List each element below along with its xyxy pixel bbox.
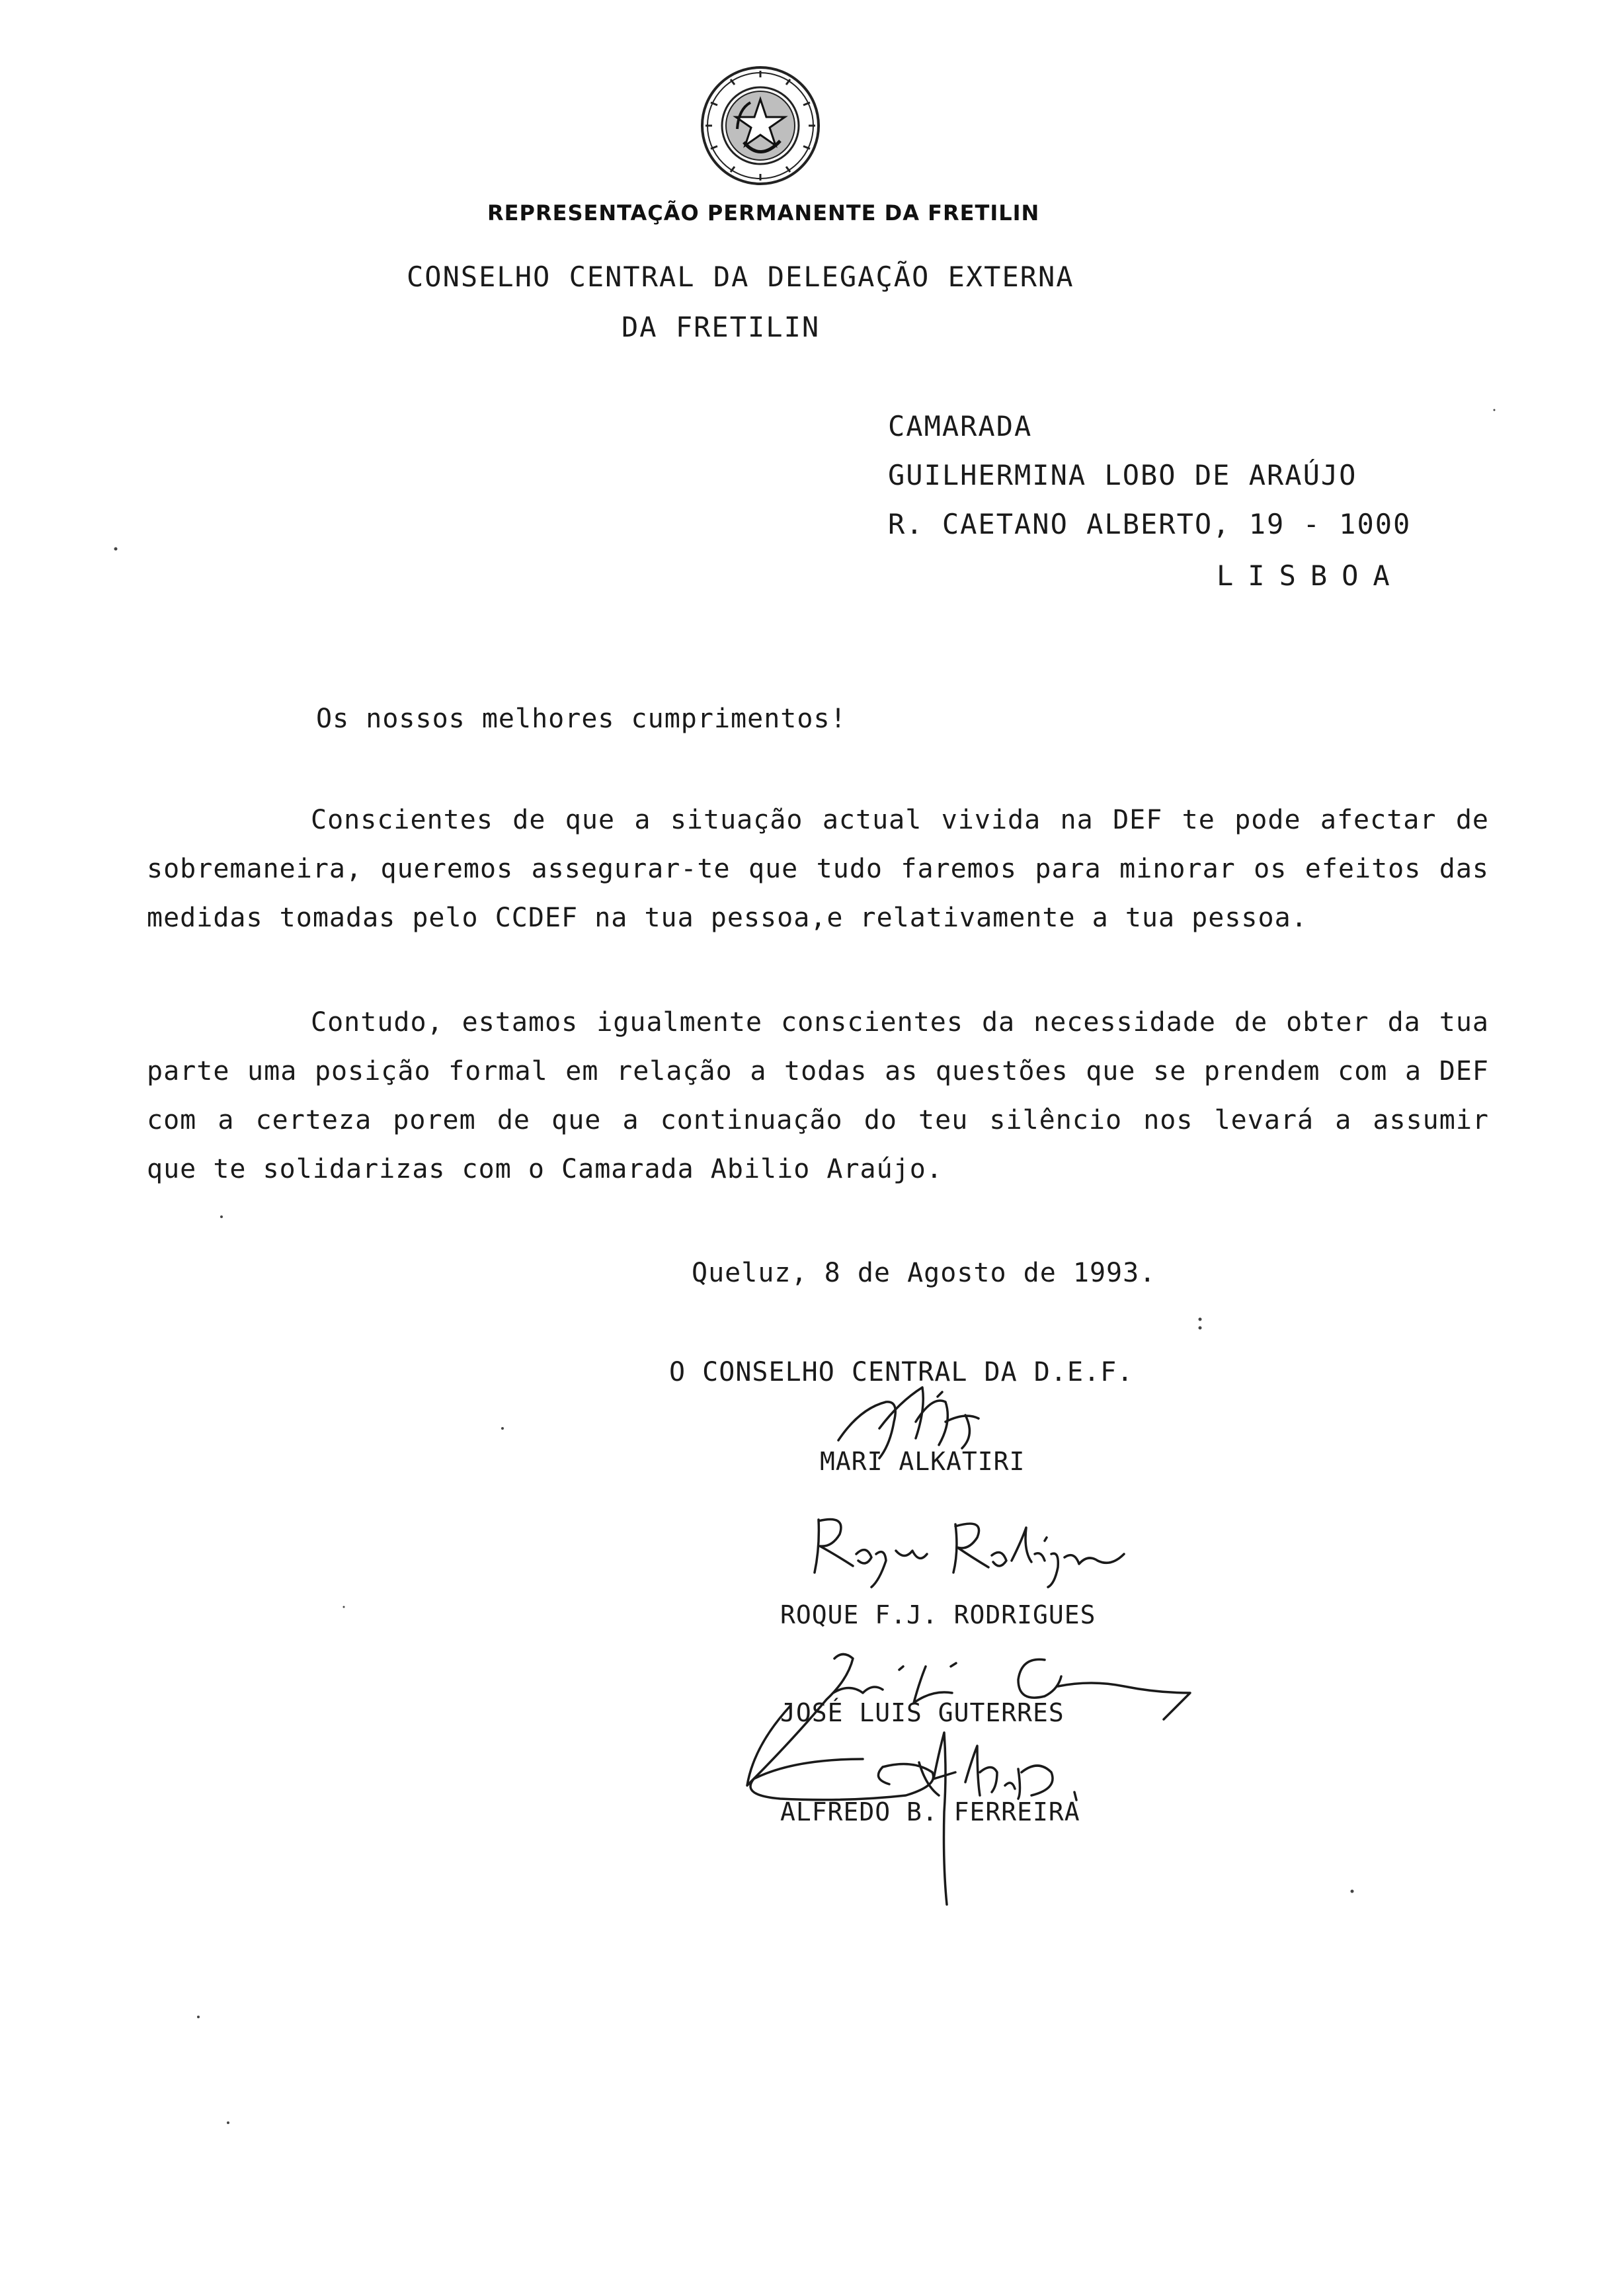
heading-line-2: DA FRETILIN: [622, 311, 821, 343]
recipient-title: CAMARADA: [888, 410, 1033, 442]
signatory-name-2: ROQUE F.J. RODRIGUES: [780, 1600, 1096, 1629]
signatory-name-4: ALFREDO B. FERREIRA: [780, 1797, 1080, 1826]
paragraph-1: Conscientes de que a situação actual vivida na DEF te pode afectar de sobremaneira, queremos assegurar-te que tudo faremos para minorar os efeitos das medidas tomadas pelo CCDEF na tua pessoa,e relativamente a tua pessoa.: [147, 805, 1489, 933]
handwritten-signature-icon: [815, 1520, 1124, 1588]
greeting: Os nossos melhores cumprimentos!: [316, 704, 847, 734]
council-line: O CONSELHO CENTRAL DA D.E.F.: [669, 1357, 1134, 1387]
paragraph-2: Contudo, estamos igualmente conscientes da necessidade de obter da tua parte uma posição formal em relação a todas as questões que se prendem com a DEF com a certeza porem de que a continuação do teu silêncio nos levará a assumir que te solidarizas com o Camarada Abilio Araújo.: [147, 1007, 1489, 1184]
place-date: Queluz, 8 de Agosto de 1993.: [692, 1258, 1156, 1288]
heading-line-1: CONSELHO CENTRAL DA DELEGAÇÃO EXTERNA: [407, 261, 1074, 293]
fretilin-seal-icon: [698, 63, 823, 188]
recipient-street: R. CAETANO ALBERTO, 19 - 1000: [888, 508, 1412, 540]
recipient-name: GUILHERMINA LOBO DE ARAÚJO: [888, 459, 1357, 491]
recipient-city: LISBOA: [1217, 559, 1404, 592]
signatory-name-1: MARI ALKATIRI: [820, 1447, 1025, 1476]
signatory-name-3: JOSÉ LUIS GUTERRES: [780, 1698, 1065, 1727]
organization-name: REPRESENTAÇÃO PERMANENTE DA FRETILIN: [487, 200, 1040, 226]
